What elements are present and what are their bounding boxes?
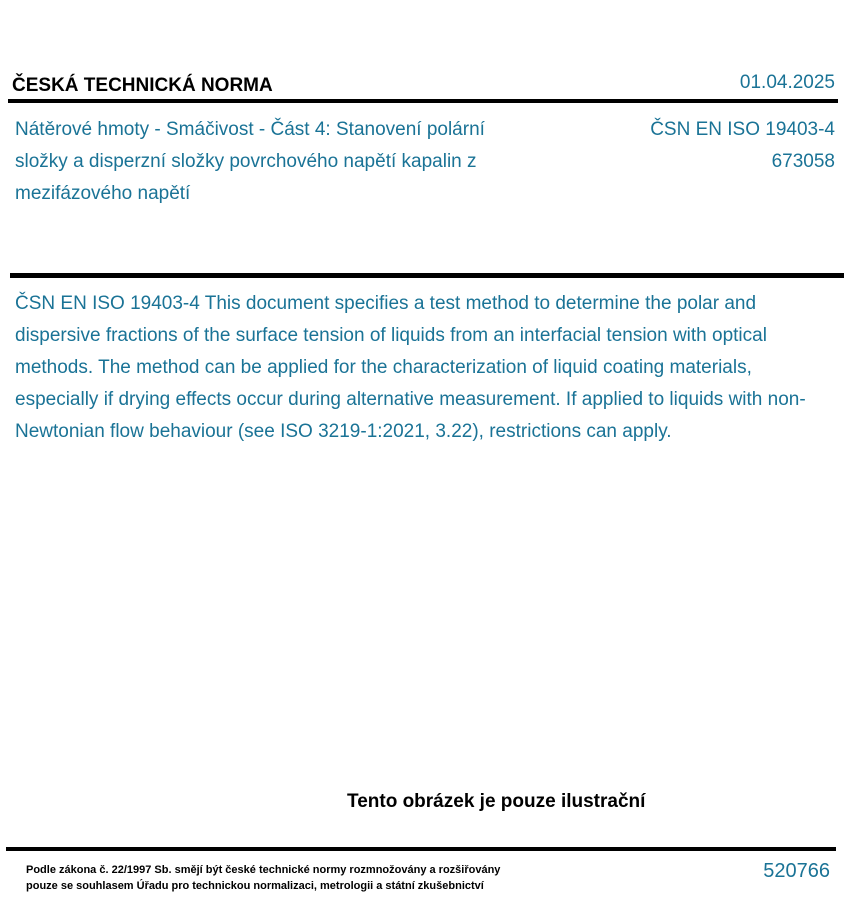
middle-divider <box>10 273 844 278</box>
illustrative-notice: Tento obrázek je pouze ilustrační <box>347 791 646 812</box>
header-title: ČESKÁ TECHNICKÁ NORMA <box>12 75 273 96</box>
copyright-line-1: Podle zákona č. 22/1997 Sb. smějí být české technické normy rozmnožovány a rozšiřovány <box>26 864 501 876</box>
publication-date: 01.04.2025 <box>739 72 835 93</box>
top-divider <box>8 99 838 103</box>
bottom-divider <box>6 847 836 851</box>
copyright-notice <box>26 862 666 894</box>
document-id: 520766 <box>763 860 830 882</box>
standard-code: ČSN EN ISO 19403-4 <box>650 119 835 140</box>
classification-number: 673058 <box>771 151 835 172</box>
copyright-line-2: pouze se souhlasem Úřadu pro technickou normalizaci, metrologii a státní zkušebnictví <box>26 880 484 892</box>
document-title: Nátěrové hmoty - Smáčivost - Část 4: Stanovení polární složky a disperzní složky povrchového napětí kapalin z mezifázového napětí <box>15 119 485 204</box>
abstract-text: ČSN EN ISO 19403-4 This document specifies a test method to determine the polar and dispersive fractions of the surface tension of liquids from an interfacial tension with optical methods. The method can be applied for the characterization of liquid coating materials, especially if drying effects occur during alternative measurement. If applied to liquids with non-Newtonian flow behaviour (see ISO 3219-1:2021, 3.22), restrictions can apply. <box>15 293 806 442</box>
